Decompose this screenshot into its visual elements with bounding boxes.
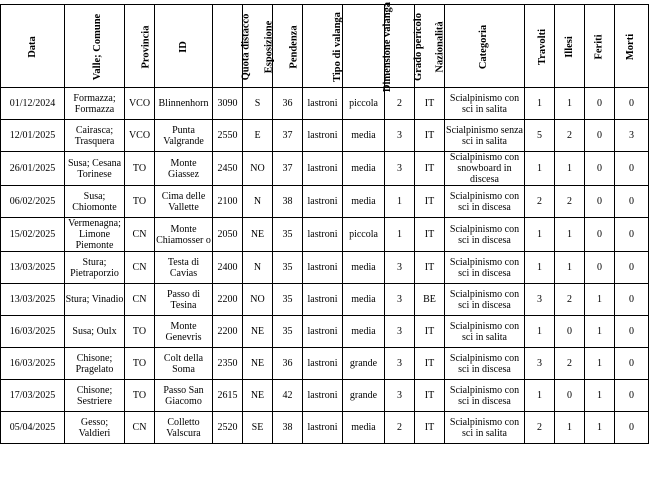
table-cell: Scialpinismo senza sci in salita: [445, 120, 525, 152]
table-cell: NE: [243, 218, 273, 252]
table-cell: 3: [525, 348, 555, 380]
table-cell: 3: [385, 284, 415, 316]
table-cell: media: [343, 120, 385, 152]
table-cell: 0: [555, 380, 585, 412]
table-cell: Blinnenhorn: [155, 88, 213, 120]
table-cell: IT: [415, 316, 445, 348]
column-header-label: Esposizione: [263, 20, 275, 73]
table-cell: Vermenagna; Limone Piemonte: [65, 218, 125, 252]
table-cell: 2: [555, 120, 585, 152]
table-cell: media: [343, 152, 385, 186]
table-cell: TO: [125, 348, 155, 380]
table-cell: 3: [385, 380, 415, 412]
table-cell: IT: [415, 252, 445, 284]
column-header: [525, 5, 555, 88]
table-cell: 2550: [213, 120, 243, 152]
table-body: [1, 88, 649, 444]
table-cell: Susa; Oulx: [65, 316, 125, 348]
table-cell: Scialpinismo con sci in salita: [445, 412, 525, 444]
table-row: [1, 186, 649, 218]
table-cell: 0: [585, 152, 615, 186]
column-header: [125, 5, 155, 88]
table-cell: 06/02/2025: [1, 186, 65, 218]
table-cell: 1: [525, 380, 555, 412]
column-header-label: ID: [177, 40, 189, 53]
table-cell: NO: [243, 284, 273, 316]
table-cell: 35: [273, 316, 303, 348]
table-cell: 0: [615, 88, 649, 120]
table-cell: 2450: [213, 152, 243, 186]
table-cell: 3: [525, 284, 555, 316]
table-cell: 3: [385, 316, 415, 348]
table-cell: Monte Genevris: [155, 316, 213, 348]
table-cell: Susa; Cesana Torinese: [65, 152, 125, 186]
column-header: [65, 5, 125, 88]
table-cell: 35: [273, 284, 303, 316]
header-row: [1, 5, 649, 88]
column-header-label: Data: [26, 35, 38, 58]
table-cell: 5: [525, 120, 555, 152]
column-header: [213, 5, 252, 88]
column-header-label: Provincia: [140, 25, 152, 68]
table-cell: Monte Giassez: [155, 152, 213, 186]
table-row: [1, 412, 649, 444]
column-header-label: Nazionalità: [434, 20, 446, 73]
table-cell: Scialpinismo con snowboard in discesa: [445, 152, 525, 186]
table-cell: Cima delle Vallette: [155, 186, 213, 218]
table-cell: 2200: [213, 316, 243, 348]
table-cell: 1: [585, 284, 615, 316]
table-cell: Scialpinismo con sci in discesa: [445, 348, 525, 380]
table-cell: Passo di Tesina: [155, 284, 213, 316]
table-row: [1, 218, 649, 252]
table-cell: 2: [385, 88, 415, 120]
table-cell: 3090: [213, 88, 243, 120]
table-cell: Passo San Giacomo: [155, 380, 213, 412]
column-header: [343, 1, 394, 92]
table-cell: TO: [125, 380, 155, 412]
table-cell: 12/01/2025: [1, 120, 65, 152]
table-cell: 1: [385, 186, 415, 218]
table-cell: 3: [385, 252, 415, 284]
table-cell: BE: [415, 284, 445, 316]
table-row: [1, 120, 649, 152]
table-cell: Stura; Pietraporzio: [65, 252, 125, 284]
table-cell: Chisone; Pragelato: [65, 348, 125, 380]
table-cell: Chisone; Sestriere: [65, 380, 125, 412]
table-cell: 0: [585, 88, 615, 120]
table-cell: 0: [615, 316, 649, 348]
table-cell: 0: [615, 252, 649, 284]
table-cell: 38: [273, 186, 303, 218]
table-cell: 0: [615, 412, 649, 444]
column-header: [555, 5, 585, 88]
table-cell: Testa di Cavias: [155, 252, 213, 284]
table-cell: 1: [525, 88, 555, 120]
table-cell: 2400: [213, 252, 243, 284]
column-header: [155, 5, 213, 88]
column-header: [273, 5, 303, 88]
table-cell: 15/02/2025: [1, 218, 65, 252]
table-row: [1, 88, 649, 120]
avalanche-table: [0, 1, 649, 444]
column-header-label: Dimensione valanga: [382, 1, 394, 92]
table-cell: lastroni: [303, 218, 343, 252]
table-cell: 0: [615, 152, 649, 186]
table-cell: 16/03/2025: [1, 316, 65, 348]
table-cell: 13/03/2025: [1, 252, 65, 284]
table-cell: 2: [555, 186, 585, 218]
column-header: [1, 5, 65, 88]
column-header-label: Categoria: [478, 24, 490, 69]
table-cell: N: [243, 186, 273, 218]
column-header-label: Tipo di valanga: [331, 11, 343, 82]
table-cell: 26/01/2025: [1, 152, 65, 186]
table-cell: 35: [273, 218, 303, 252]
table-cell: Colletto Valscura: [155, 412, 213, 444]
table-cell: TO: [125, 152, 155, 186]
table-cell: Gesso; Valdieri: [65, 412, 125, 444]
table-cell: lastroni: [303, 120, 343, 152]
table-cell: VCO: [125, 120, 155, 152]
table-cell: media: [343, 284, 385, 316]
table-cell: 0: [615, 218, 649, 252]
table-cell: CN: [125, 412, 155, 444]
table-cell: lastroni: [303, 412, 343, 444]
table-cell: 0: [615, 348, 649, 380]
table-cell: IT: [415, 412, 445, 444]
table-cell: NE: [243, 380, 273, 412]
column-header-label: Quota distacco: [240, 13, 252, 80]
table-cell: 0: [585, 252, 615, 284]
table-cell: S: [243, 88, 273, 120]
table-cell: 1: [555, 252, 585, 284]
table-cell: lastroni: [303, 186, 343, 218]
table-cell: 0: [615, 284, 649, 316]
table-cell: IT: [415, 380, 445, 412]
table-cell: NE: [243, 348, 273, 380]
table-cell: 2200: [213, 284, 243, 316]
table-cell: IT: [415, 120, 445, 152]
table-cell: 2: [385, 412, 415, 444]
table-cell: 2: [555, 284, 585, 316]
table-cell: 1: [555, 88, 585, 120]
table-cell: Scialpinismo con sci in salita: [445, 316, 525, 348]
table-cell: CN: [125, 218, 155, 252]
table-cell: 37: [273, 120, 303, 152]
table-cell: 1: [585, 412, 615, 444]
table-cell: 05/04/2025: [1, 412, 65, 444]
table-cell: lastroni: [303, 152, 343, 186]
table-cell: SE: [243, 412, 273, 444]
table-cell: Susa; Chiomonte: [65, 186, 125, 218]
column-header-label: Valle; Comune: [92, 13, 104, 80]
table-cell: Formazza; Formazza: [65, 88, 125, 120]
table-row: [1, 380, 649, 412]
table-cell: 1: [585, 348, 615, 380]
table-cell: 01/12/2024: [1, 88, 65, 120]
table-cell: 2: [555, 348, 585, 380]
table-cell: CN: [125, 284, 155, 316]
column-header: [615, 5, 649, 88]
table-cell: Scialpinismo con sci in discesa: [445, 284, 525, 316]
table-cell: lastroni: [303, 252, 343, 284]
table-cell: 1: [555, 152, 585, 186]
table-cell: lastroni: [303, 316, 343, 348]
table-cell: E: [243, 120, 273, 152]
table-cell: 13/03/2025: [1, 284, 65, 316]
table-cell: 0: [555, 316, 585, 348]
table-cell: 1: [385, 218, 415, 252]
table-cell: 42: [273, 380, 303, 412]
table-cell: media: [343, 316, 385, 348]
table-cell: grande: [343, 380, 385, 412]
table-cell: 1: [585, 380, 615, 412]
table-cell: Scialpinismo con sci in discesa: [445, 252, 525, 284]
table-cell: 17/03/2025: [1, 380, 65, 412]
table-cell: 38: [273, 412, 303, 444]
table-cell: 1: [525, 218, 555, 252]
table-cell: lastroni: [303, 380, 343, 412]
table-cell: piccola: [343, 88, 385, 120]
table-cell: TO: [125, 316, 155, 348]
table-cell: 0: [585, 120, 615, 152]
table-cell: 0: [585, 186, 615, 218]
table-cell: Punta Valgrande: [155, 120, 213, 152]
table-cell: 2350: [213, 348, 243, 380]
table-cell: 3: [385, 120, 415, 152]
table-cell: Scialpinismo con sci in discesa: [445, 218, 525, 252]
table-cell: 1: [555, 412, 585, 444]
table-cell: media: [343, 186, 385, 218]
table-cell: Cairasca; Trasquera: [65, 120, 125, 152]
table-row: [1, 348, 649, 380]
table-cell: IT: [415, 186, 445, 218]
table-cell: 1: [555, 218, 585, 252]
column-header-label: Feriti: [593, 33, 605, 60]
table-cell: 2: [525, 186, 555, 218]
column-header: [303, 5, 343, 88]
table-cell: 0: [615, 186, 649, 218]
table-row: [1, 316, 649, 348]
table-cell: lastroni: [303, 348, 343, 380]
table-cell: VCO: [125, 88, 155, 120]
column-header-label: Travolti: [536, 28, 548, 65]
column-header-label: Pendenza: [288, 24, 300, 69]
column-header-label: Morti: [625, 33, 637, 60]
table-cell: 0: [585, 218, 615, 252]
table-cell: 2100: [213, 186, 243, 218]
table-cell: 1: [525, 152, 555, 186]
column-header: [445, 5, 525, 88]
table-cell: CN: [125, 252, 155, 284]
table-cell: N: [243, 252, 273, 284]
table-cell: 2615: [213, 380, 243, 412]
table-cell: 2050: [213, 218, 243, 252]
table-cell: 37: [273, 152, 303, 186]
table-cell: NE: [243, 316, 273, 348]
table-row: [1, 152, 649, 186]
table-cell: IT: [415, 218, 445, 252]
table-cell: 35: [273, 252, 303, 284]
table-cell: 16/03/2025: [1, 348, 65, 380]
table-cell: media: [343, 252, 385, 284]
table-cell: 1: [585, 316, 615, 348]
table-cell: 3: [615, 120, 649, 152]
table-cell: Monte Chiamosser o: [155, 218, 213, 252]
table-cell: 36: [273, 348, 303, 380]
column-header: [585, 5, 615, 88]
table-row: [1, 284, 649, 316]
column-header-label: Grado pericolo: [412, 12, 424, 81]
table-cell: NO: [243, 152, 273, 186]
table-row: [1, 252, 649, 284]
table-cell: IT: [415, 88, 445, 120]
table-cell: 2: [525, 412, 555, 444]
table-cell: Stura; Vinadio: [65, 284, 125, 316]
table-cell: lastroni: [303, 284, 343, 316]
table-cell: Scialpinismo con sci in discesa: [445, 186, 525, 218]
table-cell: Scialpinismo con sci in discesa: [445, 380, 525, 412]
column-header-label: Illesi: [563, 35, 575, 58]
table-cell: IT: [415, 348, 445, 380]
table-cell: IT: [415, 152, 445, 186]
table-cell: Colt della Soma: [155, 348, 213, 380]
table-cell: lastroni: [303, 88, 343, 120]
table-cell: media: [343, 412, 385, 444]
table-cell: TO: [125, 186, 155, 218]
table-cell: piccola: [343, 218, 385, 252]
table-cell: 2520: [213, 412, 243, 444]
table-cell: Scialpinismo con sci in salita: [445, 88, 525, 120]
table-cell: 0: [615, 380, 649, 412]
table-cell: 1: [525, 252, 555, 284]
table-cell: 36: [273, 88, 303, 120]
table-cell: 1: [525, 316, 555, 348]
table-cell: 3: [385, 152, 415, 186]
table-cell: grande: [343, 348, 385, 380]
table-cell: 3: [385, 348, 415, 380]
